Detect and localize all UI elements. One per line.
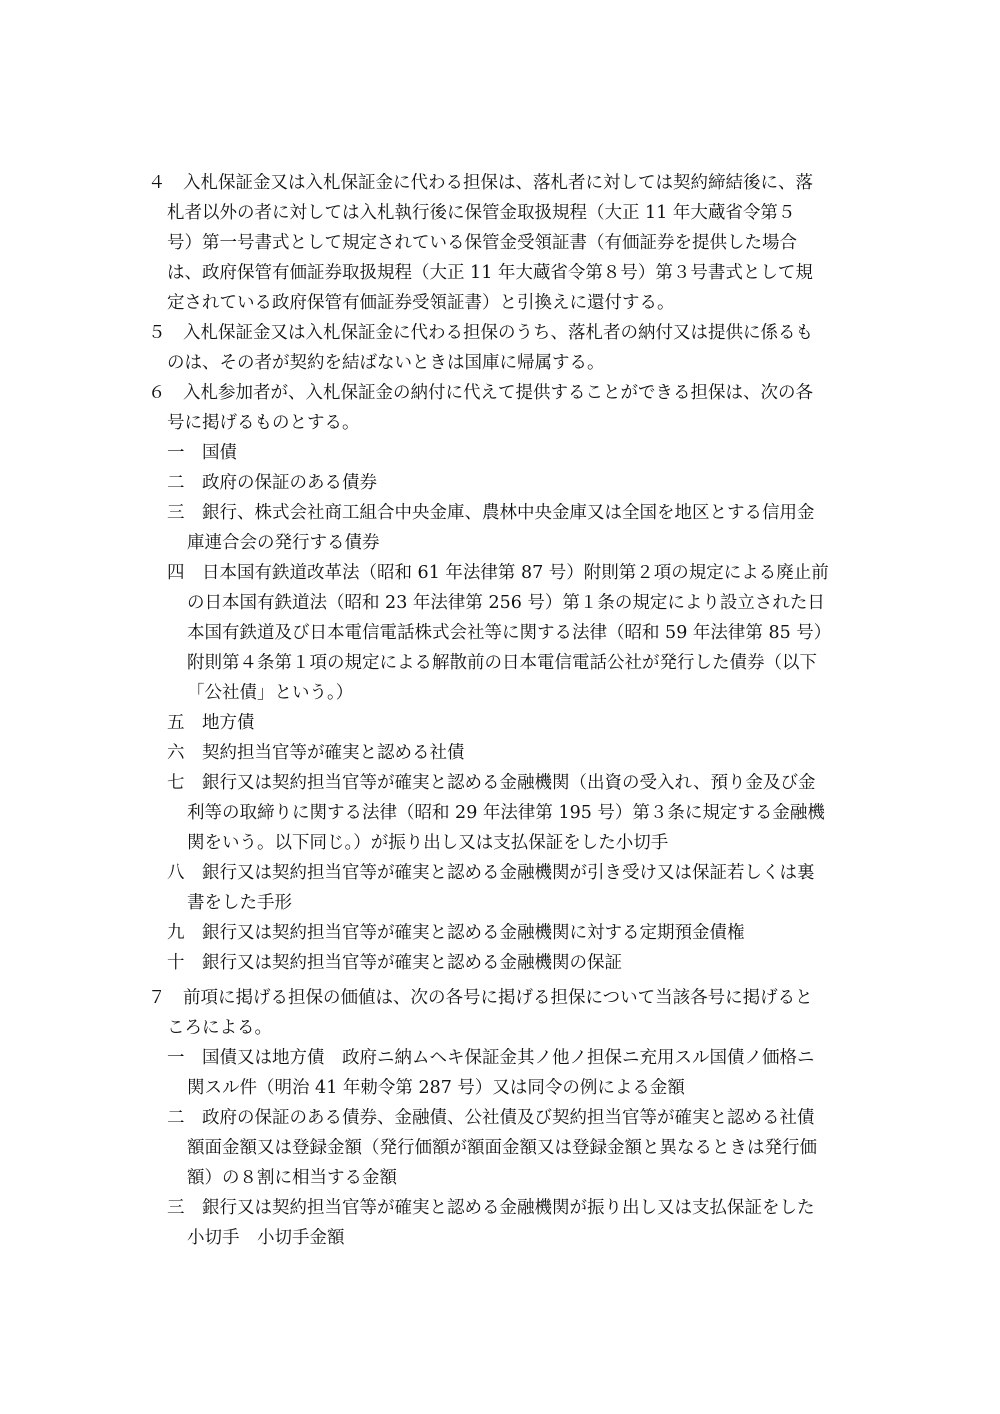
paragraph-6 [148,378,858,978]
p6-item-2: 二 政府の保証のある債券 [167,473,377,493]
p7-item-3-line-1: 三 銀行又は契約担当官等が確実と認める金融機関が振り出し又は支払保証をした [167,1198,815,1218]
paragraph-5-line-1: ５ 入札保証金又は入札保証金に代わる担保のうち、落札者の納付又は提供に係るも [148,323,813,343]
paragraph-5 [148,318,858,378]
p6-item-10: 十 銀行又は契約担当官等が確実と認める金融機関の保証 [167,953,622,973]
p6-item-6: 六 契約担当官等が確実と認める社債 [167,743,465,763]
paragraph-7-line-2: ころによる。 [167,1018,272,1038]
p6-item-5: 五 地方債 [167,713,255,733]
p6-item-8-line-1: 八 銀行又は契約担当官等が確実と認める金融機関が引き受け又は保証若しくは裏 [167,863,815,883]
p6-item-7-line-2: 利等の取締りに関する法律（昭和 29 年法律第 195 号）第３条に規定する金融機 [187,803,825,823]
p6-item-4-line-3: 本国有鉄道及び日本電信電話株式会社等に関する法律（昭和 59 年法律第 85 号） [187,623,832,643]
p7-item-1-line-2: 関スル件（明治 41 年勅令第 287 号）又は同令の例による金額 [187,1078,685,1098]
paragraph-4-line-4: は、政府保管有価証券取扱規程（大正 11 年大蔵省令第８号）第３号書式として規 [167,263,813,283]
paragraph-7 [148,983,858,1253]
p6-item-3-line-2: 庫連合会の発行する債券 [187,533,380,553]
paragraph-6-line-2: 号に掲げるものとする。 [167,413,360,433]
p7-item-2-line-2: 額面金額又は登録金額（発行価額が額面金額又は登録金額と異なるときは発行価 [187,1138,817,1158]
p6-item-7-line-1: 七 銀行又は契約担当官等が確実と認める金融機関（出資の受入れ、預り金及び金 [167,773,816,793]
p6-item-4-line-2: の日本国有鉄道法（昭和 23 年法律第 256 号）第１条の規定により設立された日 [187,593,825,613]
paragraph-4-line-1: ４ 入札保証金又は入札保証金に代わる担保は、落札者に対しては契約締結後に、落 [148,173,813,193]
p6-item-4-line-5: 「公社債」という。） [187,683,354,703]
p7-item-3-line-2: 小切手 小切手金額 [187,1228,345,1248]
p6-item-8-line-2: 書をした手形 [187,893,292,913]
paragraph-4-line-3: 号）第一号書式として規定されている保管金受領証書（有価証券を提供した場合 [167,233,797,253]
paragraph-4-line-5: 定されている政府保管有価証券受領証書）と引換えに還付する。 [167,293,675,313]
p6-item-4-line-1: 四 日本国有鉄道改革法（昭和 61 年法律第 87 号）附則第２項の規定による廃止前 [167,563,829,583]
p7-item-2-line-1: 二 政府の保証のある債券、金融債、公社債及び契約担当官等が確実と認める社債 [167,1108,815,1128]
p6-item-9: 九 銀行又は契約担当官等が確実と認める金融機関に対する定期預金債権 [167,923,745,943]
paragraph-6-line-1: ６ 入札参加者が、入札保証金の納付に代えて提供することができる担保は、次の各 [148,383,813,403]
p6-item-3-line-1: 三 銀行、株式会社商工組合中央金庫、農林中央金庫又は全国を地区とする信用金 [167,503,815,523]
p6-item-4-line-4: 附則第４条第１項の規定による解散前の日本電信電話公社が発行した債券（以下 [187,653,817,673]
paragraph-4-line-2: 札者以外の者に対しては入札執行後に保管金取扱規程（大正 11 年大蔵省令第５ [167,203,796,223]
p7-item-1-line-1: 一 国債又は地方債 政府ニ納ムヘキ保証金其ノ他ノ担保ニ充用スル国債ノ価格ニ [167,1048,815,1068]
paragraph-4 [148,168,858,318]
p7-item-2-line-3: 額）の８割に相当する金額 [187,1168,397,1188]
paragraph-5-line-2: のは、その者が契約を結ばないときは国庫に帰属する。 [167,353,605,373]
p6-item-7-line-3: 関をいう。以下同じ。）が振り出し又は支払保証をした小切手 [187,833,669,853]
p6-item-1: 一 国債 [167,443,237,463]
paragraph-7-line-1: ７ 前項に掲げる担保の価値は、次の各号に掲げる担保について当該各号に掲げると [148,988,813,1008]
